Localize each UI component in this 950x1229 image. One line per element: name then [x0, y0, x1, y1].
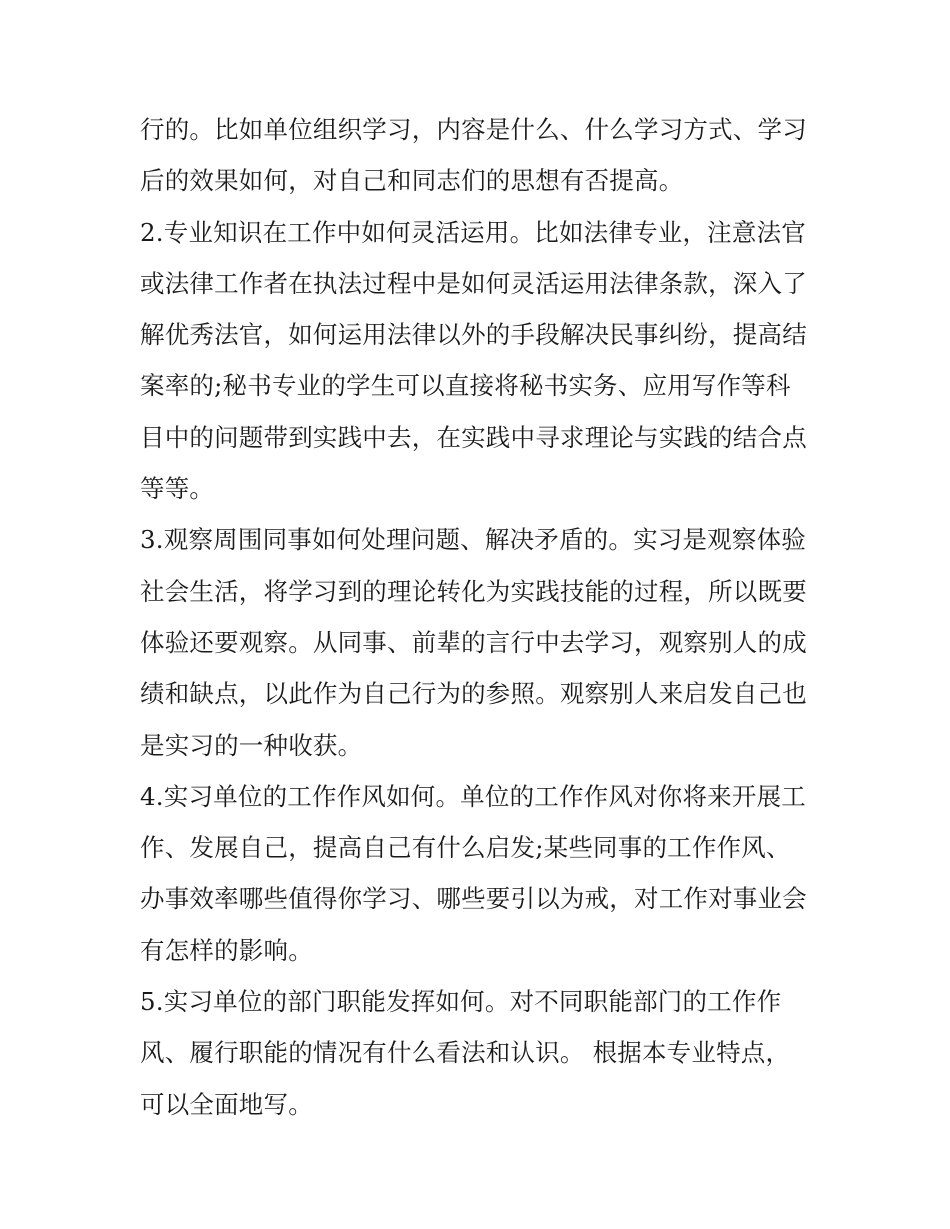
text-line: 办事效率哪些值得你学习、哪些要引以为戒，对工作对事业会 [140, 884, 807, 914]
text-line: 2.专业知识在工作中如何灵活运用。比如法律专业，注意法官 [140, 217, 806, 247]
text-line: 案率的;秘书专业的学生可以直接将秘书实务、应用写作等科 [140, 371, 791, 401]
text-line: 社会生活，将学习到的理论转化为实践技能的过程，所以既要 [140, 576, 807, 606]
text-line: 体验还要观察。从同事、前辈的言行中去学习，观察别人的成 [140, 627, 807, 657]
text-line: 可以全面地写。 [140, 1089, 313, 1119]
document-body [140, 104, 820, 1130]
text-line: 作、发展自己，提高自己有什么启发;某些同事的工作作风、 [140, 833, 791, 863]
text-line: 3.观察周围同事如何处理问题、解决矛盾的。实习是观察体验 [140, 525, 806, 555]
text-line: 4.实习单位的工作作风如何。单位的工作作风对你将来开展工 [140, 781, 806, 811]
text-line: 是实习的一种收获。 [140, 730, 363, 760]
text-line: 绩和缺点，以此作为自己行为的参照。观察别人来启发自己也 [140, 679, 807, 709]
text-line: 5.实习单位的部门职能发挥如何。对不同职能部门的工作作 [140, 987, 782, 1017]
text-line: 行的。比如单位组织学习，内容是什么、什么学习方式、学习 [140, 115, 807, 144]
text-line: 目中的问题带到实践中去，在实践中寻求理论与实践的结合点 [140, 422, 807, 452]
text-line: 有怎样的影响。 [140, 935, 313, 965]
text-line: 风、履行职能的情况有什么看法和认识。 根据本专业特点， [140, 1038, 791, 1068]
text-line: 解优秀法官，如何运用法律以外的手段解决民事纠纷，提高结 [140, 320, 807, 350]
text-line: 后的效果如何，对自己和同志们的思想有否提高。 [140, 166, 684, 196]
text-line: 等等。 [140, 474, 215, 504]
text-line: 或法律工作者在执法过程中是如何灵活运用法律条款，深入了 [140, 268, 807, 298]
